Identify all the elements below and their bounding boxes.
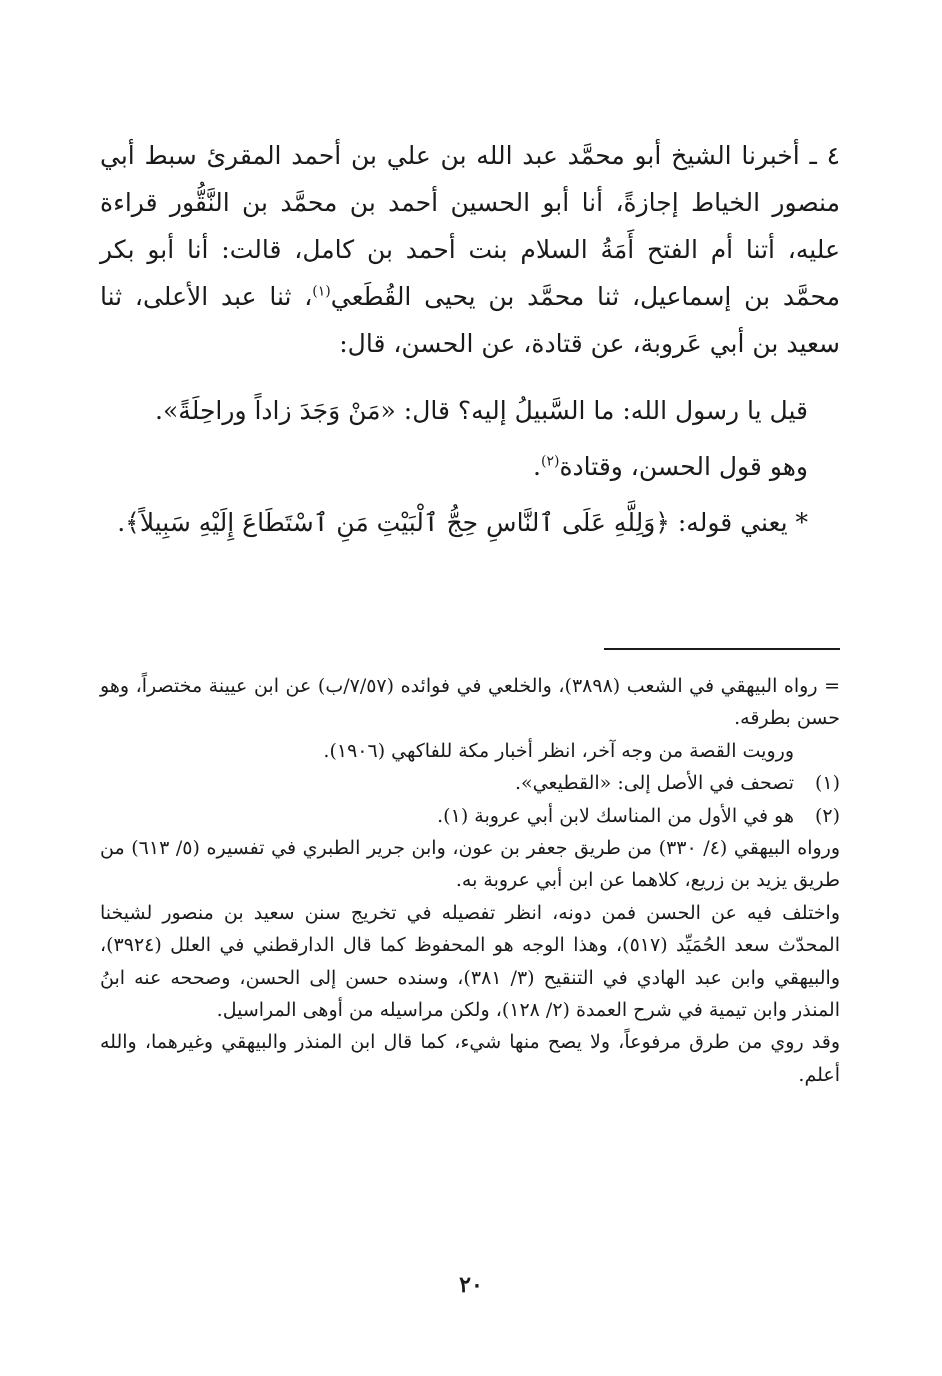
- matn-block: [100, 383, 840, 551]
- isnad-text-tail: ، ثنا عبد الأعلى، ثنا سعيد بن أبي عَروبة، عن قتادة، عن الحسن، قال:: [100, 282, 840, 358]
- page-body: [100, 132, 840, 551]
- footnote-ref-2[interactable]: (٢): [540, 453, 560, 470]
- footnote-2-paragraph-3: وقد روي من طرق مرفوعاً، ولا يصح منها شيء، كما قال ابن المنذر والبيهقي وغيرهما، والله أعلم.: [100, 1031, 840, 1086]
- footnote-1: [100, 767, 840, 799]
- footnote-2-number: (٢): [814, 804, 840, 827]
- hadith-isnad-paragraph: [100, 132, 840, 367]
- footnote-2-text: هو في الأول من المناسك لابن أبي عروبة (١).: [437, 804, 794, 827]
- footnote-2-paragraph-1: ورواه البيهقي (٤/ ٣٣٠) من طريق جعفر بن عون، وابن جرير الطبري في تفسيره (٥/ ٦١٣) من طريق يزيد بن زريع، كلاهما عن ابن أبي عروبة به.: [100, 837, 840, 892]
- page-number: ٢٠: [459, 1272, 483, 1298]
- footnote-divider: [604, 648, 840, 650]
- matn-line-1: قيل يا رسول الله: ما السَّبيلُ إليه؟ قال: «مَنْ وَجَدَ زاداً وراحِلَةً».: [155, 396, 808, 425]
- matn-line-3-verse: * يعني قوله: ﴿وَلِلَّهِ عَلَى ٱلنَّاسِ حِجُّ ٱلْبَيْتِ مَنِ ٱسْتَطَاعَ إِلَيْهِ سَبِيلاً﴾.: [117, 508, 808, 537]
- matn-line-2-text: وهو قول الحسن، وقتادة: [559, 452, 808, 481]
- footnote-ref-1[interactable]: (١): [312, 283, 331, 300]
- footnote-1-text: تصحف في الأصل إلى: «القطيعي».: [514, 772, 794, 795]
- footnote-2-paragraph-2: واختلف فيه عن الحسن فمن دونه، انظر تفصيله في تخريج سنن سعيد بن منصور لشيخنا المحدّث سعد الحُمَيِّد (٥١٧)، وهذا الوجه هو المحفوظ كما قال الدارقطني في العلل (٣٩٢٤)، والبيهقي وابن عبد الهادي في التنقيح (٣/ ٣٨١)، وسنده حسن إلى الحسن، وصححه عنه ابنُ المنذر وابن تيمية في شرح العمدة (٢/ ١٢٨)، ولكن مراسيله من أوهى المراسيل.: [100, 901, 841, 1022]
- footnote-continuation-2: ورويت القصة من وجه آخر، انظر أخبار مكة للفاكهي (١٩٠٦).: [323, 739, 794, 762]
- footnote-1-number: (١): [814, 772, 840, 795]
- footnote-2: [100, 800, 840, 832]
- footnote-continuation: = رواه البيهقي في الشعب (٣٨٩٨)، والخلعي في فوائده (٧/٥٧/ب) عن ابن عيينة مختصراً، وهو حسن بطرقه.: [100, 675, 840, 730]
- isnad-text: ٤ ـ أخبرنا الشيخ أبو محمَّد عبد الله بن علي بن أحمد المقرئ سبط أبي منصور الخياط إجازةً، أنا أبو الحسين أحمد بن محمَّد بن النَّقُّور قراءة عليه، أتنا أم الفتح أَمَةُ السلام بنت أحمد بن كامل، قالت: أنا أبو بكر محمَّد بن إسماعيل، ثنا محمَّد بن يحيى القُطَعي: [100, 141, 841, 311]
- footnotes: [100, 670, 840, 1091]
- main-text: [100, 132, 840, 367]
- matn-line-2-end: .: [533, 452, 541, 481]
- matn-line-2: [100, 439, 808, 495]
